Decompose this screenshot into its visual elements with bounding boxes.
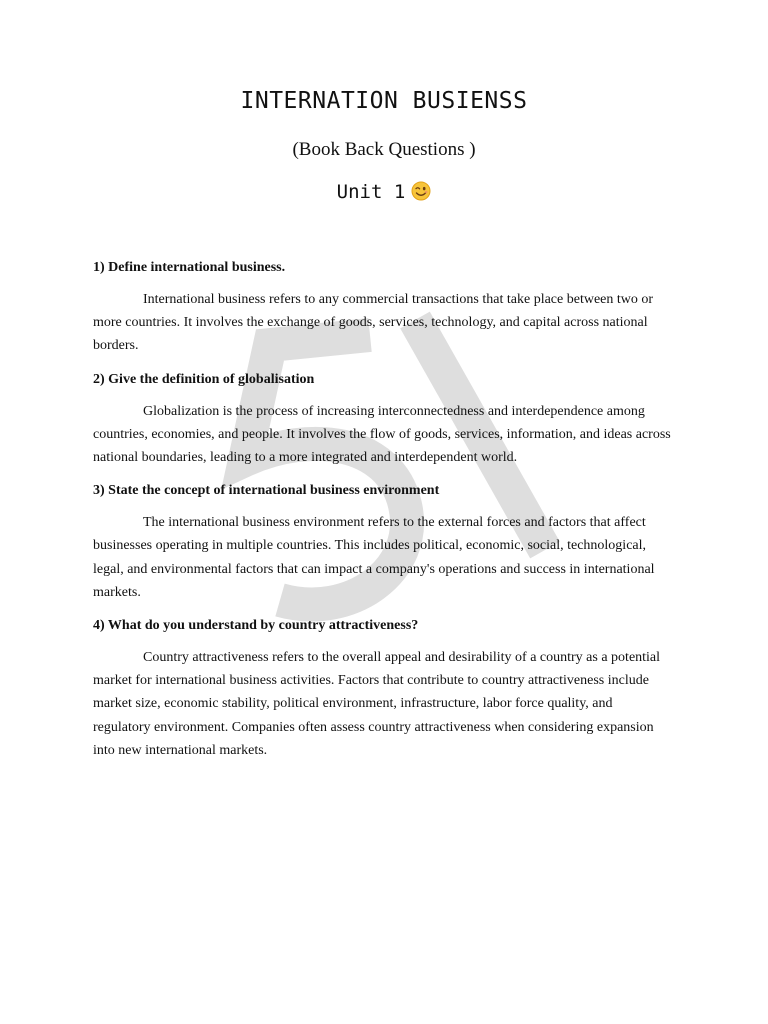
answer-2: Globalization is the process of increasing interconnectedness and interdependence among countries, economies, and people. It involves the flow of goods, services, information, and ideas across national boundaries, leading to a more integrated and interdependent world.: [93, 403, 671, 466]
winking-face-icon: [411, 181, 431, 201]
unit-heading: [0, 181, 768, 203]
question-1: 1) Define international business.: [93, 260, 286, 275]
page-subtitle: (Book Back Questions ): [292, 139, 476, 160]
answer-3: The international business environment refers to the external forces and factors that affect businesses operating in multiple countries. This includes political, economic, social, technological, legal, and environmental factors that can impact a company's operations and success in international markets.: [93, 515, 655, 600]
unit-label: Unit 1: [336, 181, 406, 203]
page-title: INTERNATION BUSIENSS: [240, 88, 528, 114]
question-2: 2) Give the definition of globalisation: [93, 371, 315, 387]
question-3: 3) State the concept of international business environment: [93, 483, 440, 499]
answer-4: Country attractiveness refers to the overall appeal and desirability of a country as a potential market for international business activities. Factors that contribute to country attractiveness include market size, economic stability, political environment, infrastructure, labor force quality, and regulatory environment. Companies often assess country attractiveness when considering expansion into new international markets.: [93, 650, 661, 758]
question-4: 4) What do you understand by country attractiveness?: [93, 618, 419, 634]
qa-list: [93, 256, 671, 772]
answer-1: International business refers to any commercial transactions that take place between two or more countries. It involves the exchange of goods, services, technology, and capital across national borders.: [93, 292, 654, 354]
